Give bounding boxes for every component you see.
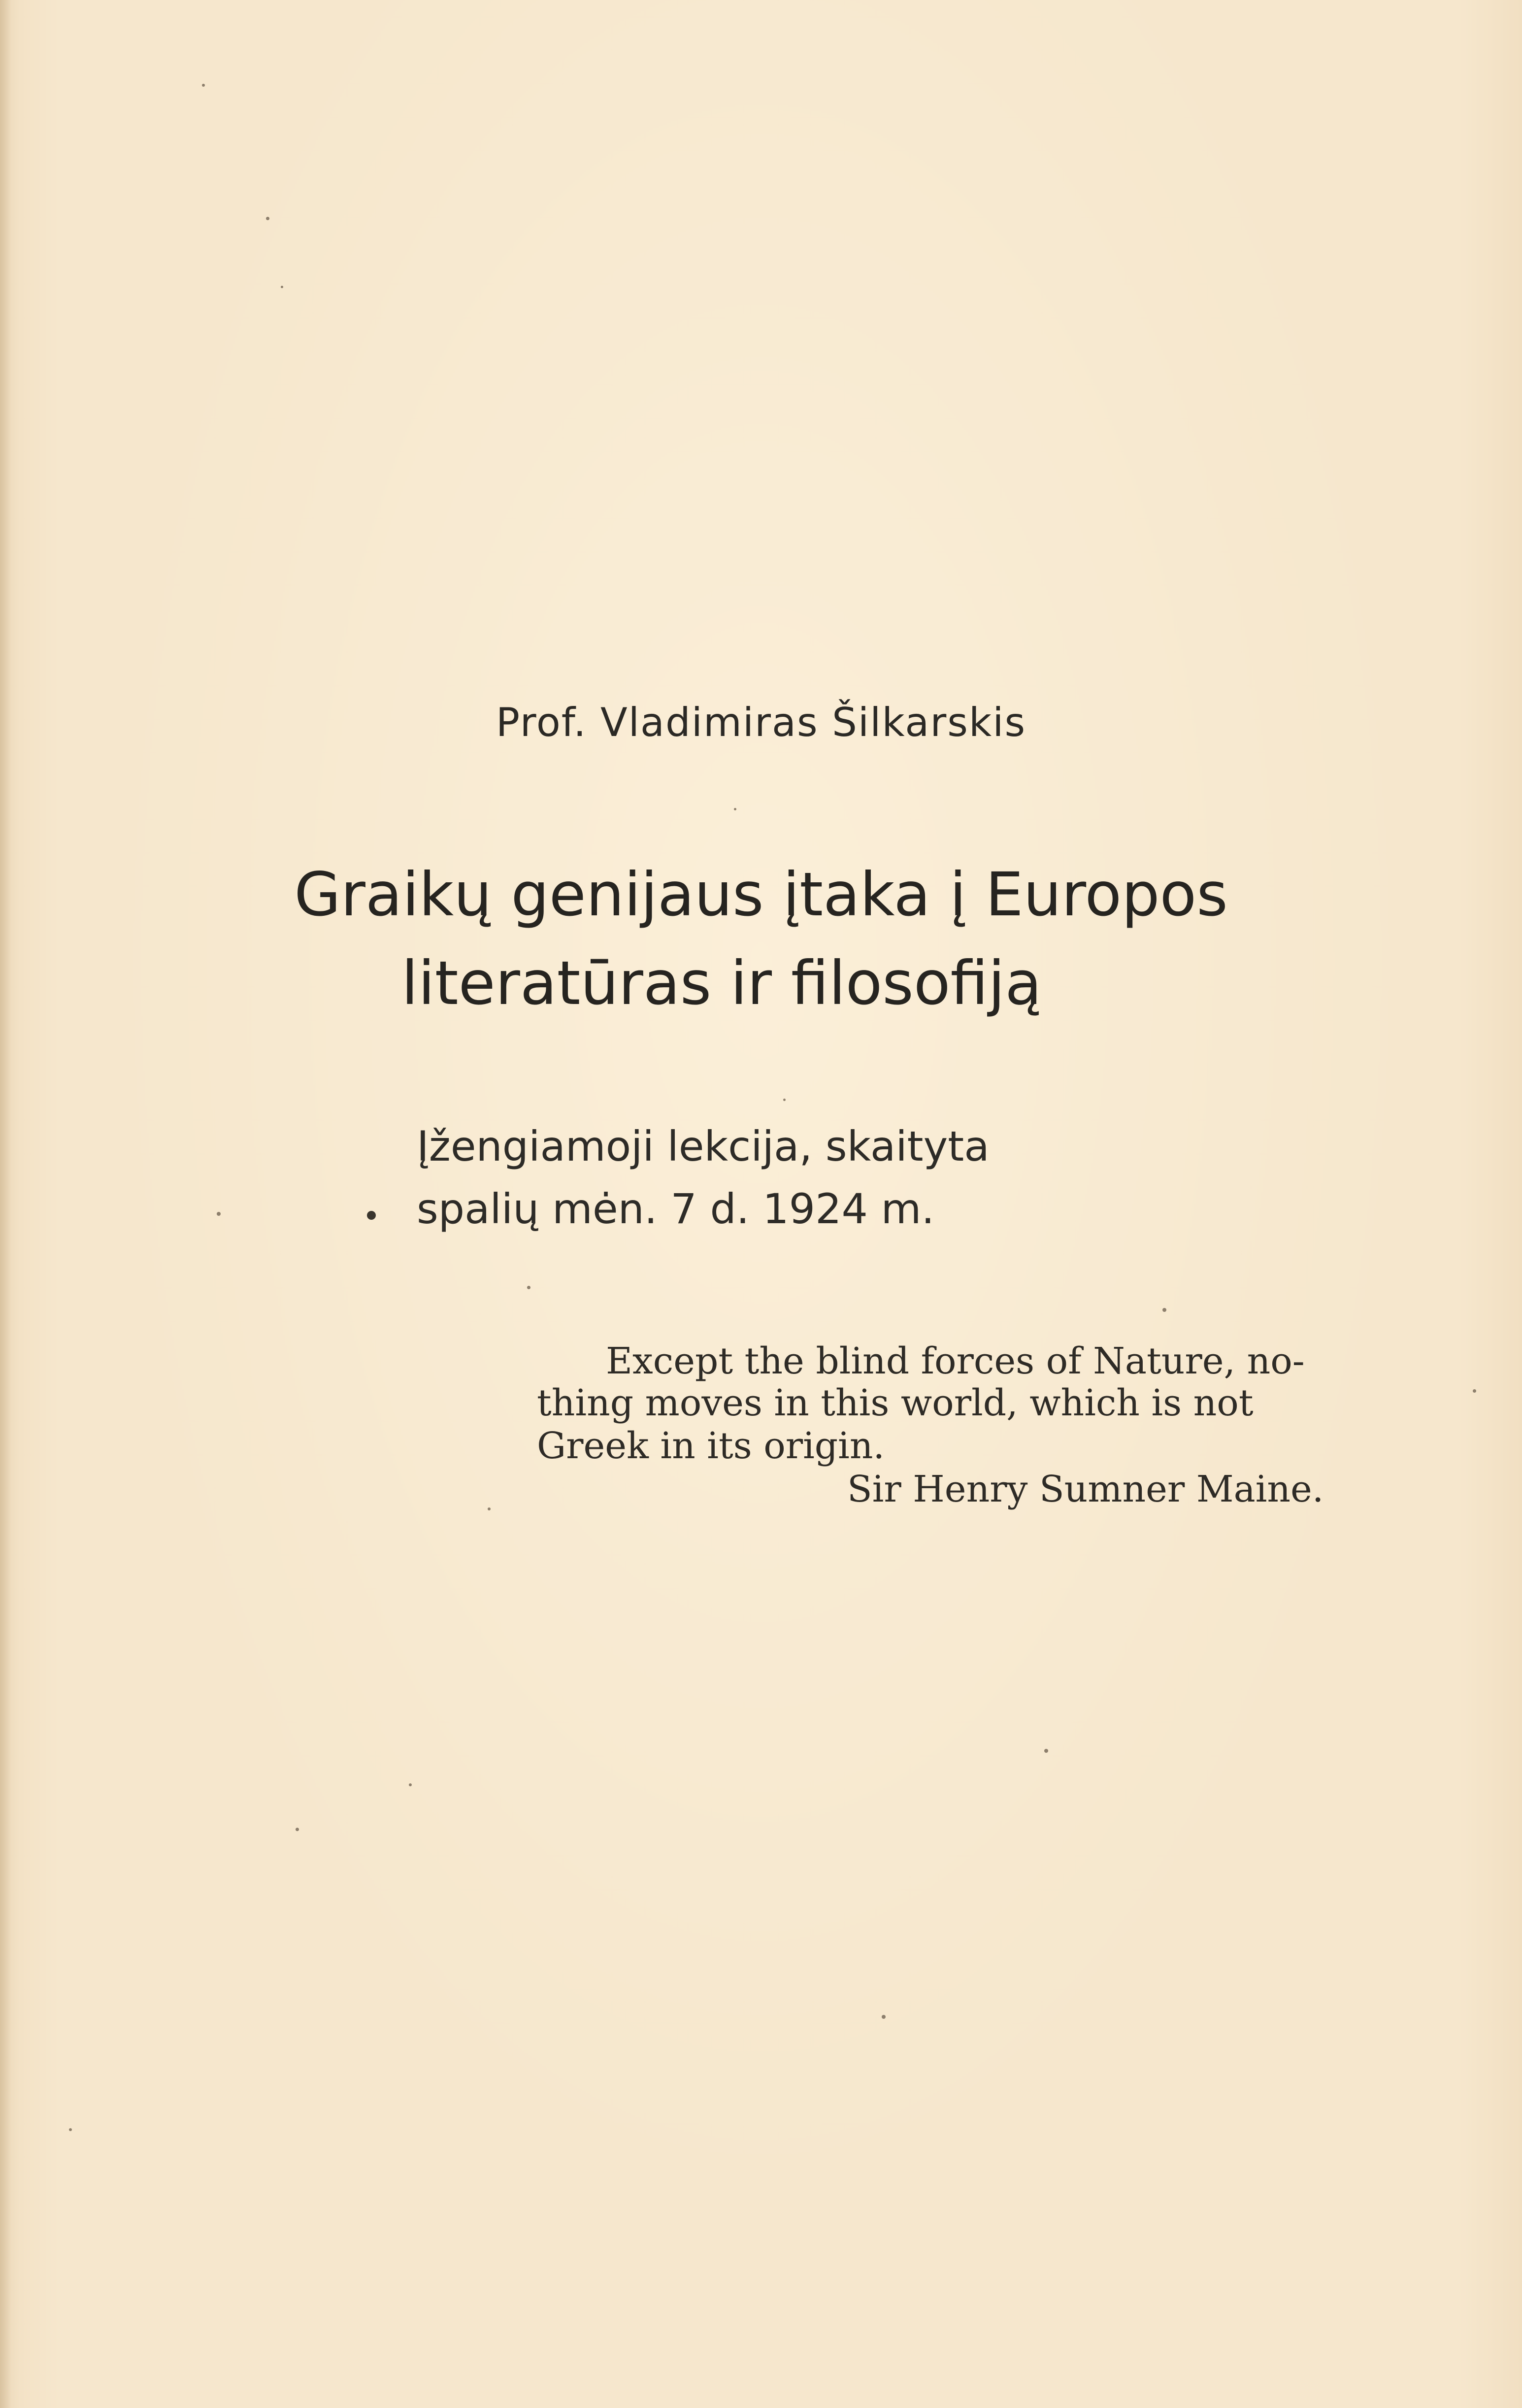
bullet-mark [367, 1211, 376, 1220]
paper-speck [409, 1783, 412, 1786]
paper-speck [783, 1099, 786, 1101]
book-title-line-1: Graikų genijaus įtaka į Europos [294, 860, 1228, 930]
paper-speck [266, 217, 269, 220]
paper-speck [734, 808, 736, 810]
paper-speck [882, 2015, 886, 2019]
epigraph-line-2: thing moves in this world, which is not [537, 1382, 1254, 1424]
epigraph-line-1: Except the blind forces of Nature, no- [606, 1340, 1305, 1382]
paper-speck [1162, 1308, 1166, 1312]
paper-speck [296, 1828, 299, 1831]
author-name: Prof. Vladimiras Šilkarskis [496, 700, 1026, 745]
paper-speck [1044, 1749, 1048, 1753]
page-spine-shadow [0, 0, 11, 2408]
paper-speck [488, 1507, 491, 1510]
paper-speck [281, 286, 283, 288]
paper-speck [69, 2128, 72, 2131]
paper-speck [527, 1286, 530, 1289]
book-title-line-2: literatūras ir filosofiją [401, 948, 1042, 1018]
epigraph-line-3: Greek in its origin. [537, 1425, 885, 1467]
epigraph-attribution: Sir Henry Sumner Maine. [847, 1468, 1324, 1510]
lecture-subtitle-line-2: spalių mėn. 7 d. 1924 m. [417, 1185, 935, 1233]
lecture-subtitle-line-1: Įžengiamoji lekcija, skaityta [417, 1122, 990, 1171]
paper-speck [1473, 1389, 1476, 1393]
paper-speck [202, 84, 205, 87]
paper-speck [217, 1212, 221, 1216]
